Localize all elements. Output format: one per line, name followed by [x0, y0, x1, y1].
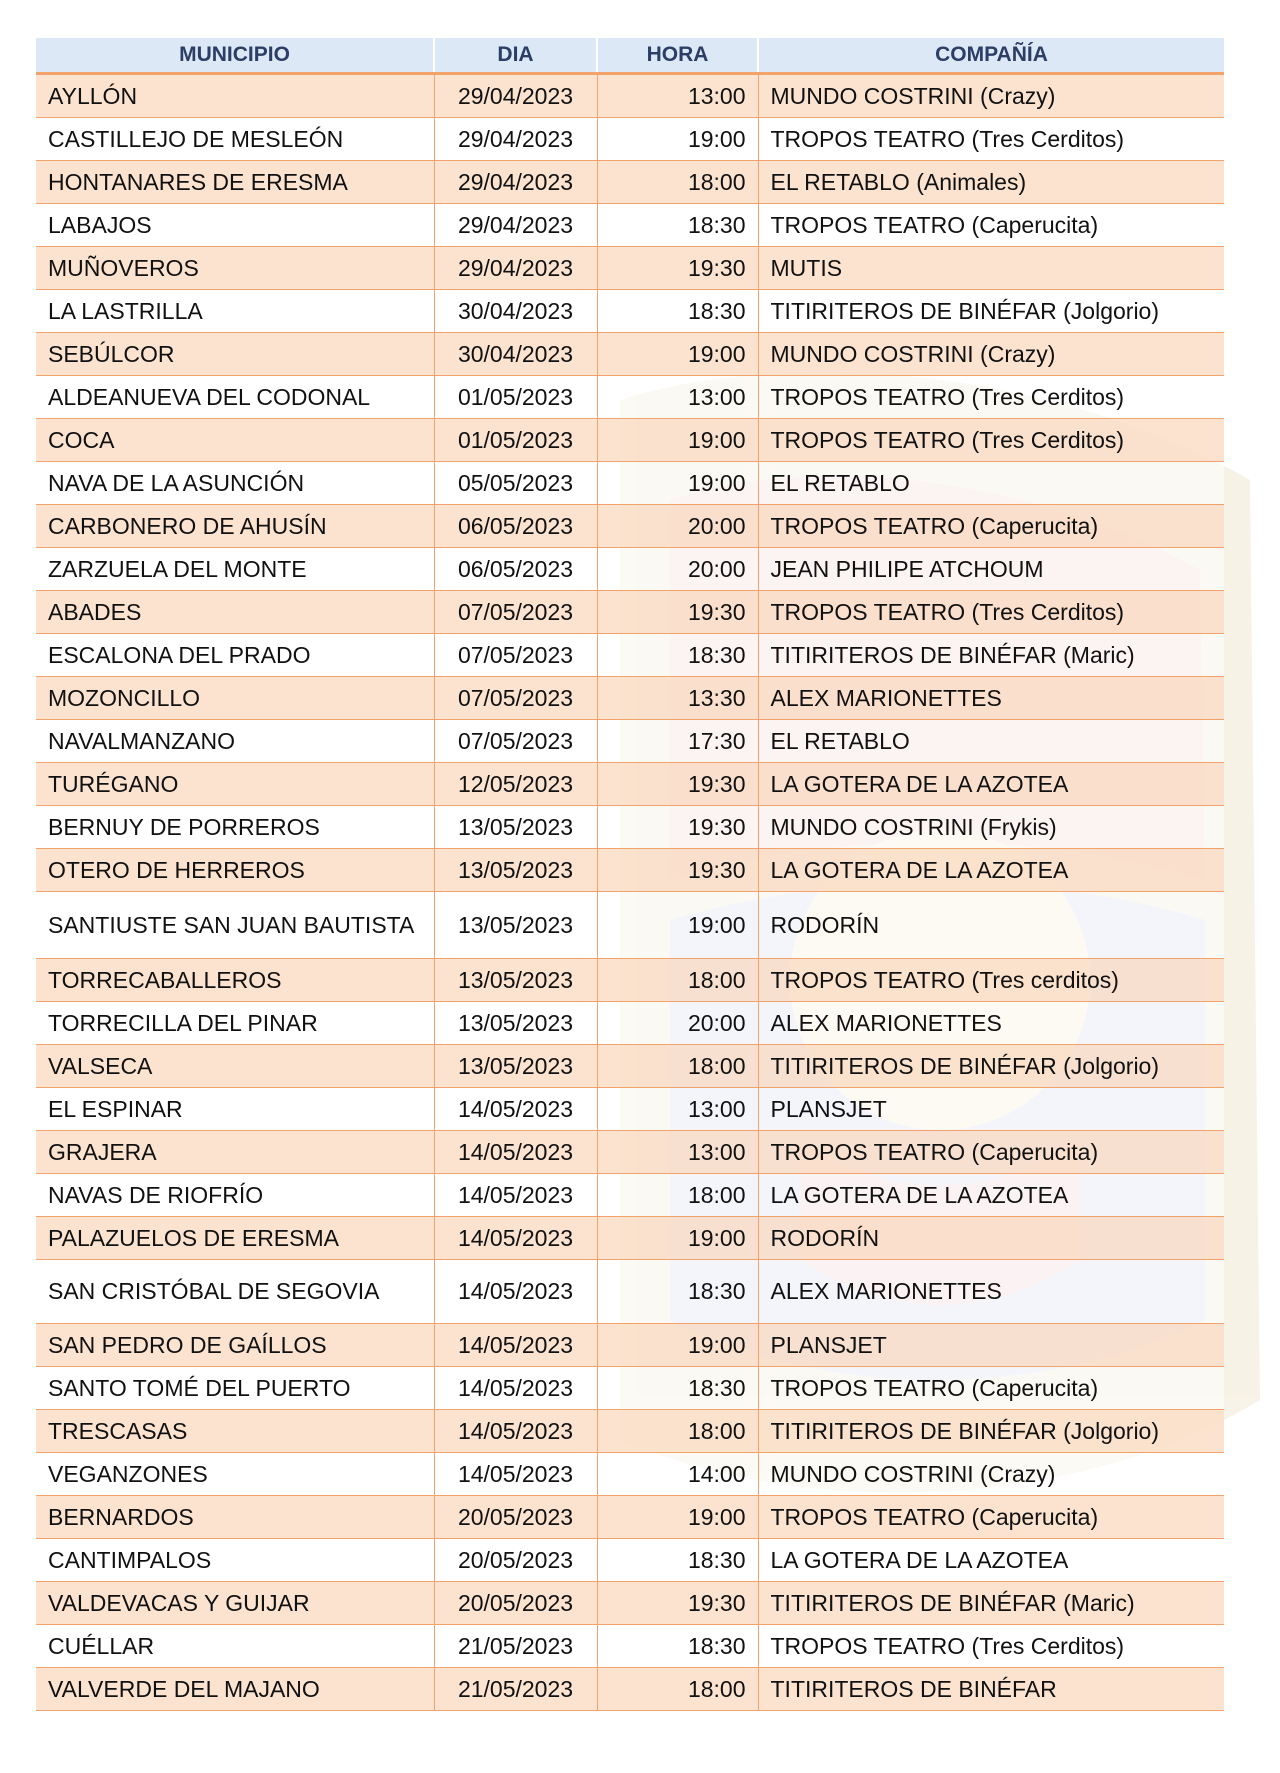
table-row — [36, 74, 1224, 118]
municipio-cell: CANTIMPALOS — [36, 1539, 434, 1582]
header-municipio: MUNICIPIO — [36, 38, 434, 74]
table-row — [36, 1002, 1224, 1045]
dia-cell: 14/05/2023 — [434, 1260, 597, 1324]
municipio-cell: EL ESPINAR — [36, 1088, 434, 1131]
table-row — [36, 118, 1224, 161]
dia-cell: 29/04/2023 — [434, 161, 597, 204]
hora-cell: 19:00 — [597, 419, 758, 462]
municipio-cell: HONTANARES DE ERESMA — [36, 161, 434, 204]
header-hora: HORA — [597, 38, 758, 74]
table-row — [36, 1539, 1224, 1582]
hora-cell: 13:30 — [597, 677, 758, 720]
hora-cell: 18:30 — [597, 1367, 758, 1410]
compania-cell: TITIRITEROS DE BINÉFAR (Jolgorio) — [758, 290, 1224, 333]
table-row — [36, 806, 1224, 849]
table-row — [36, 1625, 1224, 1668]
table-row — [36, 763, 1224, 806]
municipio-cell: VALVERDE DEL MAJANO — [36, 1668, 434, 1711]
compania-cell: TROPOS TEATRO (Caperucita) — [758, 204, 1224, 247]
municipio-cell: BERNARDOS — [36, 1496, 434, 1539]
dia-cell: 20/05/2023 — [434, 1539, 597, 1582]
municipio-cell: TURÉGANO — [36, 763, 434, 806]
header-compania: COMPAÑÍA — [758, 38, 1224, 74]
hora-cell: 18:00 — [597, 1045, 758, 1088]
municipio-cell: COCA — [36, 419, 434, 462]
dia-cell: 01/05/2023 — [434, 419, 597, 462]
table-row — [36, 462, 1224, 505]
compania-cell: TROPOS TEATRO (Caperucita) — [758, 1496, 1224, 1539]
municipio-cell: ESCALONA DEL PRADO — [36, 634, 434, 677]
municipio-cell: AYLLÓN — [36, 74, 434, 118]
dia-cell: 20/05/2023 — [434, 1582, 597, 1625]
municipio-cell: OTERO DE HERREROS — [36, 849, 434, 892]
table-row — [36, 1324, 1224, 1367]
municipio-cell: PALAZUELOS DE ERESMA — [36, 1217, 434, 1260]
dia-cell: 06/05/2023 — [434, 505, 597, 548]
compania-cell: TITIRITEROS DE BINÉFAR (Maric) — [758, 1582, 1224, 1625]
table-row — [36, 849, 1224, 892]
compania-cell: TROPOS TEATRO (Caperucita) — [758, 1367, 1224, 1410]
compania-cell: ALEX MARIONETTES — [758, 1002, 1224, 1045]
table-row — [36, 1668, 1224, 1711]
municipio-cell: ABADES — [36, 591, 434, 634]
municipio-cell: NAVA DE LA ASUNCIÓN — [36, 462, 434, 505]
hora-cell: 19:00 — [597, 462, 758, 505]
municipio-cell: SEBÚLCOR — [36, 333, 434, 376]
hora-cell: 19:00 — [597, 1324, 758, 1367]
compania-cell: TITIRITEROS DE BINÉFAR — [758, 1668, 1224, 1711]
header-row — [36, 38, 1224, 74]
hora-cell: 18:30 — [597, 1539, 758, 1582]
compania-cell: MUNDO COSTRINI (Crazy) — [758, 333, 1224, 376]
hora-cell: 17:30 — [597, 720, 758, 763]
table-row — [36, 1217, 1224, 1260]
hora-cell: 13:00 — [597, 1131, 758, 1174]
compania-cell: TROPOS TEATRO (Tres cerditos) — [758, 959, 1224, 1002]
table-row — [36, 1088, 1224, 1131]
dia-cell: 13/05/2023 — [434, 1045, 597, 1088]
hora-cell: 18:30 — [597, 1260, 758, 1324]
compania-cell: TROPOS TEATRO (Tres Cerditos) — [758, 419, 1224, 462]
municipio-cell: SAN PEDRO DE GAÍLLOS — [36, 1324, 434, 1367]
municipio-cell: CASTILLEJO DE MESLEÓN — [36, 118, 434, 161]
dia-cell: 14/05/2023 — [434, 1453, 597, 1496]
compania-cell: JEAN PHILIPE ATCHOUM — [758, 548, 1224, 591]
municipio-cell: ALDEANUEVA DEL CODONAL — [36, 376, 434, 419]
compania-cell: TROPOS TEATRO (Tres Cerditos) — [758, 1625, 1224, 1668]
table-row — [36, 1131, 1224, 1174]
hora-cell: 18:00 — [597, 959, 758, 1002]
municipio-cell: LA LASTRILLA — [36, 290, 434, 333]
compania-cell: EL RETABLO — [758, 462, 1224, 505]
dia-cell: 29/04/2023 — [434, 74, 597, 118]
dia-cell: 13/05/2023 — [434, 806, 597, 849]
hora-cell: 18:30 — [597, 204, 758, 247]
municipio-cell: BERNUY DE PORREROS — [36, 806, 434, 849]
municipio-cell: TRESCASAS — [36, 1410, 434, 1453]
hora-cell: 19:30 — [597, 763, 758, 806]
table-row — [36, 505, 1224, 548]
table-row — [36, 677, 1224, 720]
table-row — [36, 1453, 1224, 1496]
table-row — [36, 1045, 1224, 1088]
municipio-cell: MUÑOVEROS — [36, 247, 434, 290]
compania-cell: ALEX MARIONETTES — [758, 1260, 1224, 1324]
hora-cell: 18:00 — [597, 1174, 758, 1217]
hora-cell: 14:00 — [597, 1453, 758, 1496]
table-row — [36, 247, 1224, 290]
compania-cell: TROPOS TEATRO (Tres Cerditos) — [758, 591, 1224, 634]
hora-cell: 20:00 — [597, 548, 758, 591]
dia-cell: 30/04/2023 — [434, 333, 597, 376]
compania-cell: LA GOTERA DE LA AZOTEA — [758, 1174, 1224, 1217]
dia-cell: 07/05/2023 — [434, 591, 597, 634]
compania-cell: LA GOTERA DE LA AZOTEA — [758, 849, 1224, 892]
hora-cell: 18:30 — [597, 290, 758, 333]
hora-cell: 13:00 — [597, 376, 758, 419]
compania-cell: TROPOS TEATRO (Tres Cerditos) — [758, 376, 1224, 419]
hora-cell: 19:00 — [597, 333, 758, 376]
municipio-cell: ZARZUELA DEL MONTE — [36, 548, 434, 591]
schedule-table — [36, 38, 1224, 1711]
hora-cell: 19:30 — [597, 1582, 758, 1625]
compania-cell: RODORÍN — [758, 892, 1224, 959]
compania-cell: TITIRITEROS DE BINÉFAR (Maric) — [758, 634, 1224, 677]
compania-cell: PLANSJET — [758, 1088, 1224, 1131]
dia-cell: 14/05/2023 — [434, 1217, 597, 1260]
header-dia: DIA — [434, 38, 597, 74]
hora-cell: 18:00 — [597, 1410, 758, 1453]
dia-cell: 13/05/2023 — [434, 959, 597, 1002]
dia-cell: 12/05/2023 — [434, 763, 597, 806]
compania-cell: PLANSJET — [758, 1324, 1224, 1367]
table-row — [36, 376, 1224, 419]
compania-cell: ALEX MARIONETTES — [758, 677, 1224, 720]
municipio-cell: SANTIUSTE SAN JUAN BAUTISTA — [36, 892, 434, 959]
table-row — [36, 634, 1224, 677]
hora-cell: 19:30 — [597, 247, 758, 290]
dia-cell: 14/05/2023 — [434, 1324, 597, 1367]
dia-cell: 13/05/2023 — [434, 849, 597, 892]
hora-cell: 18:00 — [597, 161, 758, 204]
dia-cell: 20/05/2023 — [434, 1496, 597, 1539]
table-row — [36, 333, 1224, 376]
dia-cell: 29/04/2023 — [434, 204, 597, 247]
table-row — [36, 959, 1224, 1002]
compania-cell: LA GOTERA DE LA AZOTEA — [758, 763, 1224, 806]
dia-cell: 14/05/2023 — [434, 1088, 597, 1131]
dia-cell: 29/04/2023 — [434, 247, 597, 290]
dia-cell: 14/05/2023 — [434, 1367, 597, 1410]
table-row — [36, 204, 1224, 247]
dia-cell: 14/05/2023 — [434, 1174, 597, 1217]
hora-cell: 18:30 — [597, 1625, 758, 1668]
dia-cell: 07/05/2023 — [434, 720, 597, 763]
hora-cell: 19:30 — [597, 849, 758, 892]
hora-cell: 19:30 — [597, 806, 758, 849]
dia-cell: 14/05/2023 — [434, 1131, 597, 1174]
table-row — [36, 419, 1224, 462]
dia-cell: 21/05/2023 — [434, 1668, 597, 1711]
hora-cell: 20:00 — [597, 505, 758, 548]
table-row — [36, 1496, 1224, 1539]
table-row — [36, 892, 1224, 959]
table-row — [36, 1367, 1224, 1410]
table-row — [36, 1260, 1224, 1324]
hora-cell: 19:00 — [597, 118, 758, 161]
dia-cell: 01/05/2023 — [434, 376, 597, 419]
hora-cell: 19:00 — [597, 1217, 758, 1260]
municipio-cell: TORRECILLA DEL PINAR — [36, 1002, 434, 1045]
compania-cell: TROPOS TEATRO (Caperucita) — [758, 505, 1224, 548]
hora-cell: 18:30 — [597, 634, 758, 677]
compania-cell: TITIRITEROS DE BINÉFAR (Jolgorio) — [758, 1410, 1224, 1453]
municipio-cell: NAVALMANZANO — [36, 720, 434, 763]
compania-cell: MUTIS — [758, 247, 1224, 290]
hora-cell: 19:30 — [597, 591, 758, 634]
municipio-cell: VEGANZONES — [36, 1453, 434, 1496]
municipio-cell: VALSECA — [36, 1045, 434, 1088]
municipio-cell: LABAJOS — [36, 204, 434, 247]
compania-cell: MUNDO COSTRINI (Crazy) — [758, 74, 1224, 118]
compania-cell: MUNDO COSTRINI (Frykis) — [758, 806, 1224, 849]
table-row — [36, 1410, 1224, 1453]
hora-cell: 13:00 — [597, 1088, 758, 1131]
hora-cell: 18:00 — [597, 1668, 758, 1711]
compania-cell: TROPOS TEATRO (Tres Cerditos) — [758, 118, 1224, 161]
compania-cell: RODORÍN — [758, 1217, 1224, 1260]
compania-cell: TITIRITEROS DE BINÉFAR (Jolgorio) — [758, 1045, 1224, 1088]
table-row — [36, 1582, 1224, 1625]
municipio-cell: MOZONCILLO — [36, 677, 434, 720]
table-row — [36, 720, 1224, 763]
dia-cell: 07/05/2023 — [434, 677, 597, 720]
table-row — [36, 591, 1224, 634]
dia-cell: 13/05/2023 — [434, 1002, 597, 1045]
dia-cell: 05/05/2023 — [434, 462, 597, 505]
compania-cell: TROPOS TEATRO (Caperucita) — [758, 1131, 1224, 1174]
hora-cell: 20:00 — [597, 1002, 758, 1045]
municipio-cell: CARBONERO DE AHUSÍN — [36, 505, 434, 548]
municipio-cell: VALDEVACAS Y GUIJAR — [36, 1582, 434, 1625]
municipio-cell: NAVAS DE RIOFRÍO — [36, 1174, 434, 1217]
table-row — [36, 161, 1224, 204]
compania-cell: MUNDO COSTRINI (Crazy) — [758, 1453, 1224, 1496]
compania-cell: EL RETABLO (Animales) — [758, 161, 1224, 204]
hora-cell: 19:00 — [597, 892, 758, 959]
table-row — [36, 548, 1224, 591]
dia-cell: 29/04/2023 — [434, 118, 597, 161]
compania-cell: EL RETABLO — [758, 720, 1224, 763]
municipio-cell: SANTO TOMÉ DEL PUERTO — [36, 1367, 434, 1410]
dia-cell: 06/05/2023 — [434, 548, 597, 591]
compania-cell: LA GOTERA DE LA AZOTEA — [758, 1539, 1224, 1582]
dia-cell: 07/05/2023 — [434, 634, 597, 677]
municipio-cell: CUÉLLAR — [36, 1625, 434, 1668]
dia-cell: 21/05/2023 — [434, 1625, 597, 1668]
municipio-cell: TORRECABALLEROS — [36, 959, 434, 1002]
municipio-cell: GRAJERA — [36, 1131, 434, 1174]
municipio-cell: SAN CRISTÓBAL DE SEGOVIA — [36, 1260, 434, 1324]
dia-cell: 13/05/2023 — [434, 892, 597, 959]
hora-cell: 13:00 — [597, 74, 758, 118]
dia-cell: 14/05/2023 — [434, 1410, 597, 1453]
table-row — [36, 290, 1224, 333]
hora-cell: 19:00 — [597, 1496, 758, 1539]
table-row — [36, 1174, 1224, 1217]
dia-cell: 30/04/2023 — [434, 290, 597, 333]
